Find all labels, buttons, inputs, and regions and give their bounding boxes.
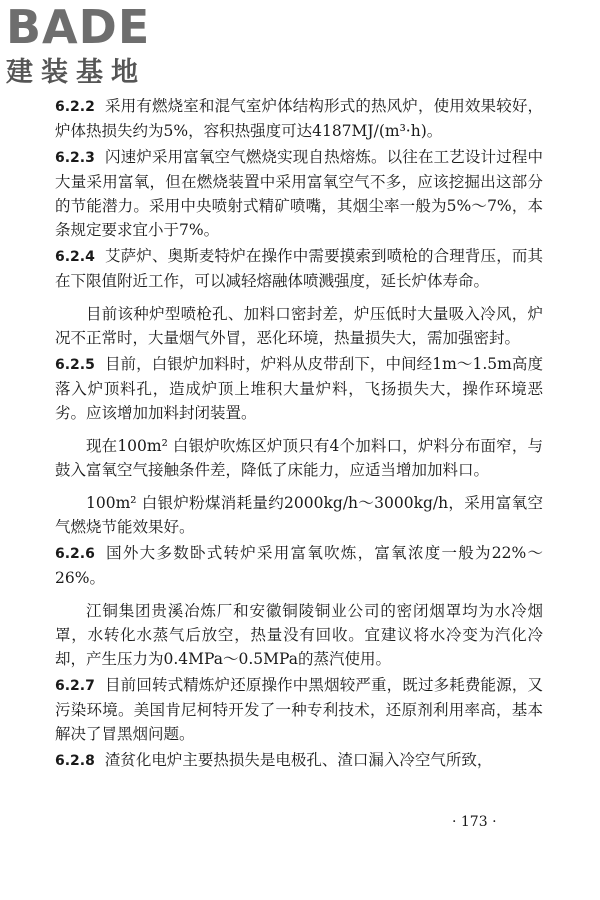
clause-text: 渣贫化电炉主要热损失是电极孔、渣口漏入冷空气所致，: [104, 751, 493, 769]
page-number: · 173 ·: [452, 814, 497, 830]
clause-text: 艾萨炉、奥斯麦特炉在操作中需要摸索到喷枪的合理背压，而其在下限值附近工作，可以减轻熔融体喷溅强度，延长炉体寿命。: [55, 247, 543, 290]
clause-number: 6.2.4: [55, 249, 95, 265]
clause-number: 6.2.8: [55, 753, 95, 769]
clause-text: 目前回转式精炼炉还原操作中黑烟较严重，既过多耗费能源，又污染环境。美国肯尼柯特开发了一种专利技术，还原剂利用率高，基本解决了冒黑烟问题。: [55, 676, 543, 743]
logo-subtitle: 建装基地: [6, 57, 146, 88]
page-body: [55, 94, 543, 774]
clause-number: 6.2.5: [55, 357, 95, 373]
body-paragraph: 100m² 白银炉粉煤消耗量约2000kg/h～3000kg/h，采用富氧空气燃烧节能效果好。: [55, 494, 543, 536]
clause-6-2-5: [55, 352, 543, 425]
clause-6-2-4: [55, 244, 543, 293]
clause-6-2-6: [55, 541, 543, 590]
body-paragraph: 现在100m² 白银炉吹炼区炉顶只有4个加料口，炉料分布面窄，与鼓入富氧空气接触条件差，降低了床能力，应适当增加加料口。: [55, 437, 543, 479]
body-paragraph: 目前该种炉型喷枪孔、加料口密封差，炉压低时大量吸入冷风，炉况不正常时，大量烟气外冒，恶化环境，热量损失大，需加强密封。: [55, 305, 543, 347]
clause-6-2-7: [55, 673, 543, 746]
clause-text: 目前，白银炉加料时，炉料从皮带刮下，中间经1m～1.5m高度落入炉顶料孔，造成炉顶上堆积大量炉料，飞扬损失大，操作环境恶劣。应该增加加料封闭装置。: [55, 355, 543, 422]
clause-text: 闪速炉采用富氧空气燃烧实现自热熔炼。以往在工艺设计过程中大量采用富氧，但在燃烧装置中采用富氧空气不多，应该挖掘出这部分的节能潜力。采用中央喷射式精矿喷嘴，其烟尘率一般为5%～7%，本条规定要求宜小于7%。: [55, 148, 543, 239]
logo: [6, 2, 186, 90]
clause-6-2-3: [55, 145, 543, 242]
body-paragraph: 江铜集团贵溪冶炼厂和安徽铜陵铜业公司的密闭烟罩均为水冷烟罩，水转化水蒸气后放空，热量没有回收。宜建议将水冷变为汽化冷却，产生压力为0.4MPa～0.5MPa的蒸汽使用。: [55, 602, 543, 668]
clause-6-2-8: [55, 748, 543, 773]
clause-number: 6.2.7: [55, 678, 95, 694]
clause-text: 采用有燃烧室和混气室炉体结构形式的热风炉，使用效果较好，炉体热损失约为5%，容积热强度可达4187MJ/(m³·h)。: [55, 97, 543, 140]
clause-number: 6.2.2: [55, 99, 95, 115]
clause-number: 6.2.6: [55, 546, 95, 562]
logo-brand: BADE: [6, 0, 151, 54]
clause-text: 国外大多数卧式转炉采用富氧吹炼，富氧浓度一般为22%～26%。: [55, 544, 543, 587]
clause-6-2-2: [55, 94, 543, 143]
clause-number: 6.2.3: [55, 150, 95, 166]
